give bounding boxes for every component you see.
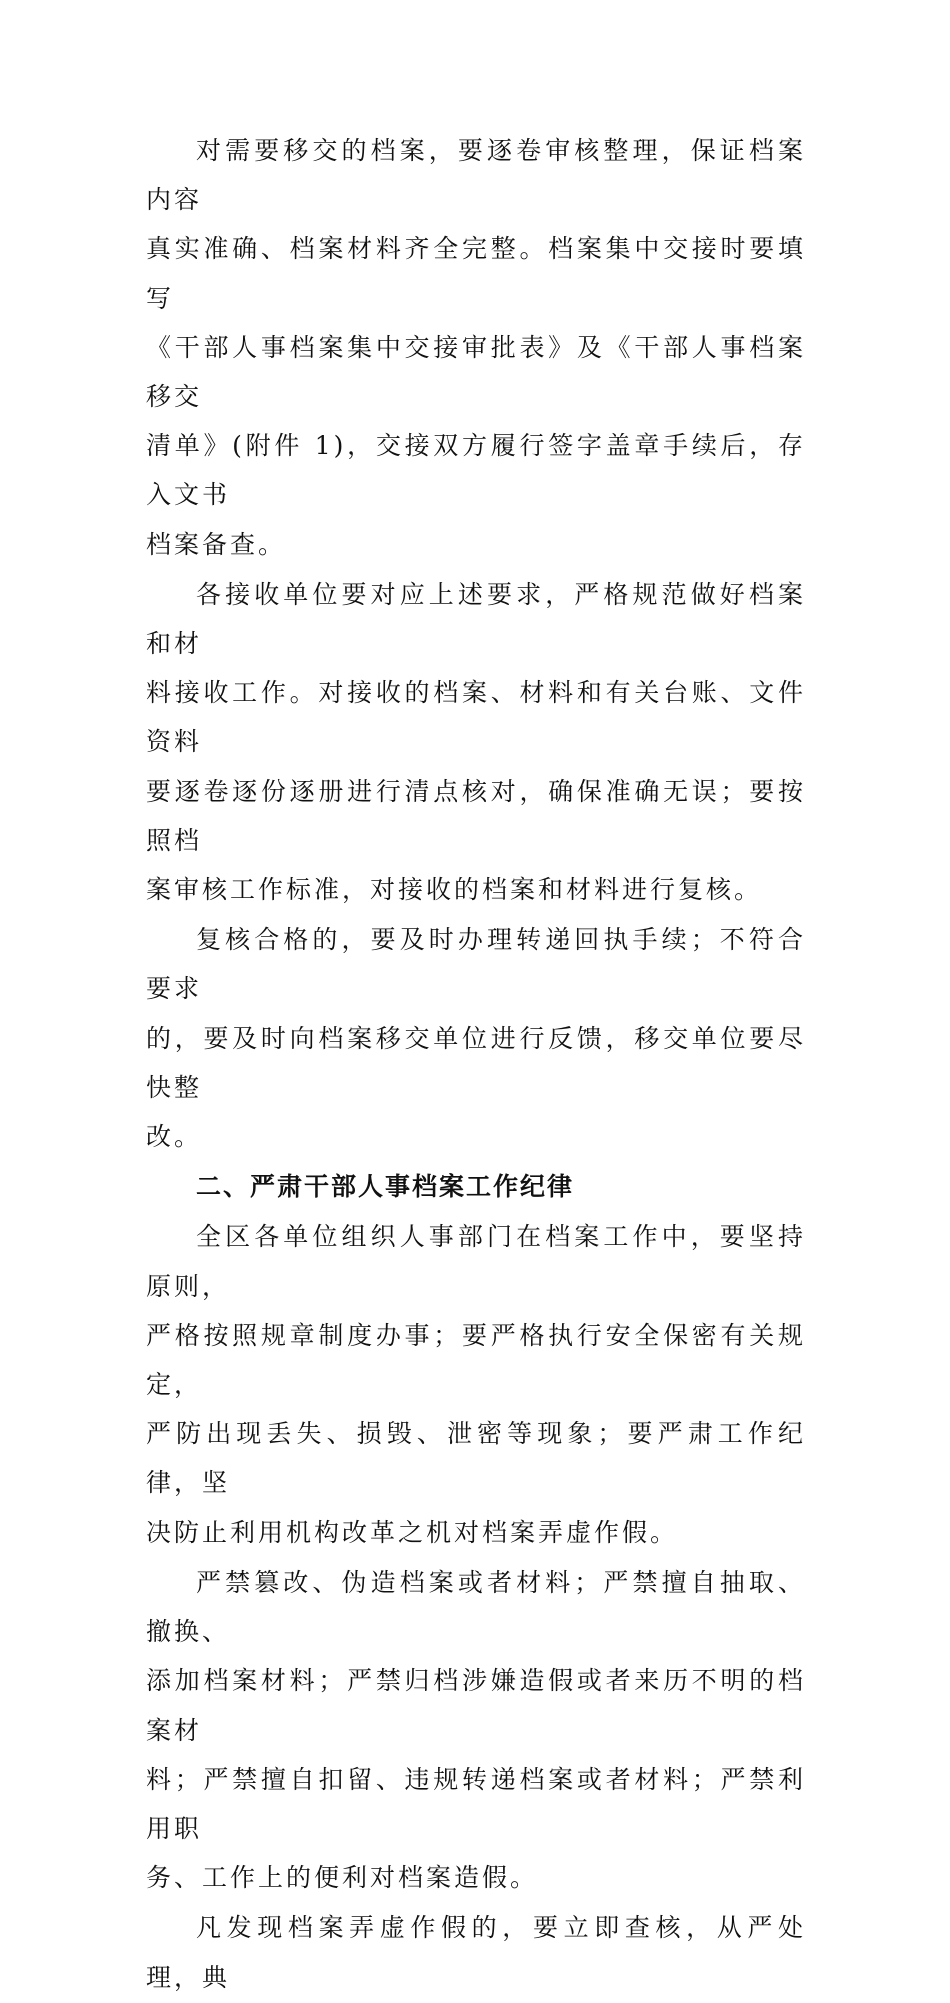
paragraph-fraud-handling: 凡发现档案弄虚作假的，要立即查核，从严处理，典 [146,1913,806,1992]
paragraph-receiving-units: 各接收单位要对应上述要求，严格规范做好档案和材 料接收工作。对接收的档案、材料和有关台账、文件资料 要逐卷逐份逐册进行清点核对，确保准确无误；要按照档 案审核工作标准，对接收的档案和材料进行复核。 [146,579,806,905]
paragraph-discipline-principles: 全区各单位组织人事部门在档案工作中，要坚持原则， 严格按照规章制度办事；要严格执行安全保密有关规定， 严防出现丢失、损毁、泄密等现象；要严肃工作纪律，坚 决防止利用机构改革之机对档案弄虚作假。 [146,1222,806,1547]
document-body [146,126,806,2003]
paragraph-prohibitions: 严禁篡改、伪造档案或者材料；严禁擅自抽取、撤换、 添加档案材料；严禁归档涉嫌造假或者来历不明的档案材 料；严禁擅自扣留、违规转递档案或者材料；严禁利用职 务、工作上的便利对档案造假。 [146,1567,806,1893]
section-heading: 二、严肃干部人事档案工作纪律 [196,1172,575,1202]
paragraph-transfer-review: 对需要移交的档案，要逐卷审核整理，保证档案内容 真实准确、档案材料齐全完整。档案集中交接时要填写 《干部人事档案集中交接审批表》及《干部人事档案移交 清单》(附件 1)，交接双方履行签字盖章手续后，存入文书 档案备查。 [146,136,806,559]
paragraph-recheck-feedback: 复核合格的，要及时办理转递回执手续；不符合要求 的，要及时向档案移交单位进行反馈，移交单位要尽快整 改。 [146,925,806,1152]
